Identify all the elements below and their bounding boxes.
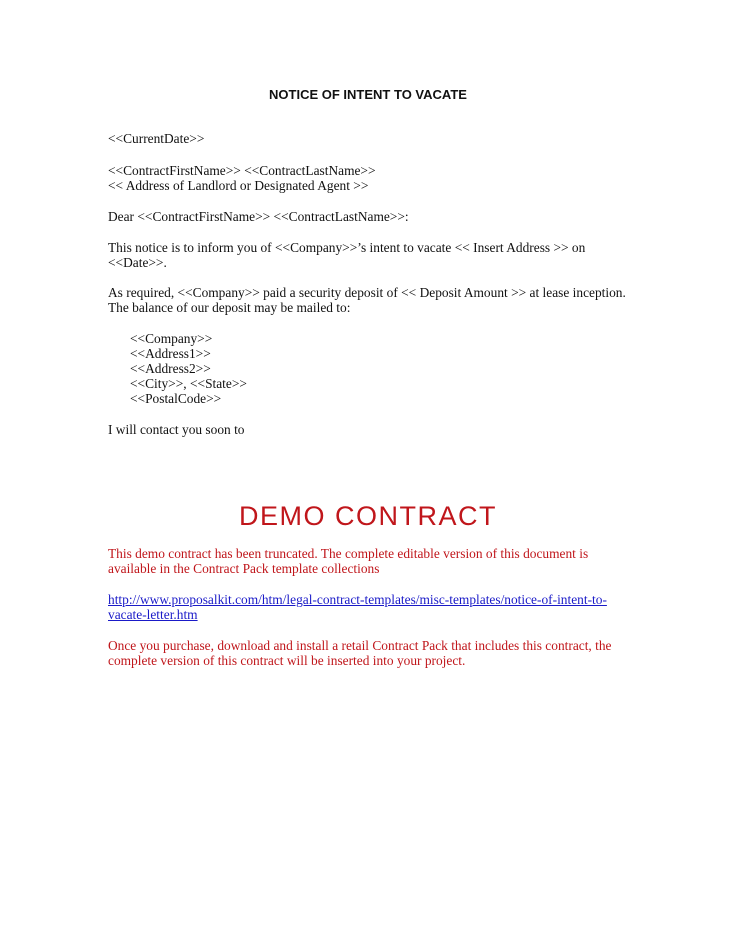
- deposit-paragraph-line-2: The balance of our deposit may be mailed to:: [108, 300, 351, 315]
- intent-paragraph-line-1: This notice is to inform you of <<Company>>’s intent to vacate << Insert Address >> on: [108, 240, 586, 255]
- truncated-notice-line-1: This demo contract has been truncated. The complete editable version of this document is: [108, 546, 589, 561]
- intent-paragraph-line-2: <<Date>>.: [108, 255, 167, 270]
- mailing-postal-code: <<PostalCode>>: [130, 391, 222, 406]
- document-title: NOTICE OF INTENT TO VACATE: [269, 87, 467, 102]
- mailing-company: <<Company>>: [130, 331, 213, 346]
- recipient-name: <<ContractFirstName>> <<ContractLastName>>: [108, 163, 376, 178]
- mailing-city-state: <<City>>, <<State>>: [130, 376, 247, 391]
- demo-contract-heading: DEMO CONTRACT: [239, 501, 497, 531]
- truncated-notice-line-2: available in the Contract Pack template collections: [108, 561, 380, 576]
- purchase-notice-line-1: Once you purchase, download and install a retail Contract Pack that includes this contract, the: [108, 638, 612, 653]
- mailing-address-1: <<Address1>>: [130, 346, 211, 361]
- recipient-address: << Address of Landlord or Designated Agent >>: [108, 178, 369, 193]
- closing-line: I will contact you soon to: [108, 422, 245, 437]
- current-date: <<CurrentDate>>: [108, 131, 205, 146]
- template-link-line-2[interactable]: vacate-letter.htm: [108, 607, 198, 622]
- purchase-notice-line-2: complete version of this contract will be inserted into your project.: [108, 653, 466, 668]
- deposit-paragraph-line-1: As required, <<Company>> paid a security deposit of << Deposit Amount >> at lease inception.: [108, 285, 626, 300]
- salutation: Dear <<ContractFirstName>> <<ContractLastName>>:: [108, 209, 409, 224]
- mailing-address-2: <<Address2>>: [130, 361, 211, 376]
- template-link-line-1[interactable]: http://www.proposalkit.com/htm/legal-contract-templates/misc-templates/notice-of-intent-to-: [108, 592, 607, 607]
